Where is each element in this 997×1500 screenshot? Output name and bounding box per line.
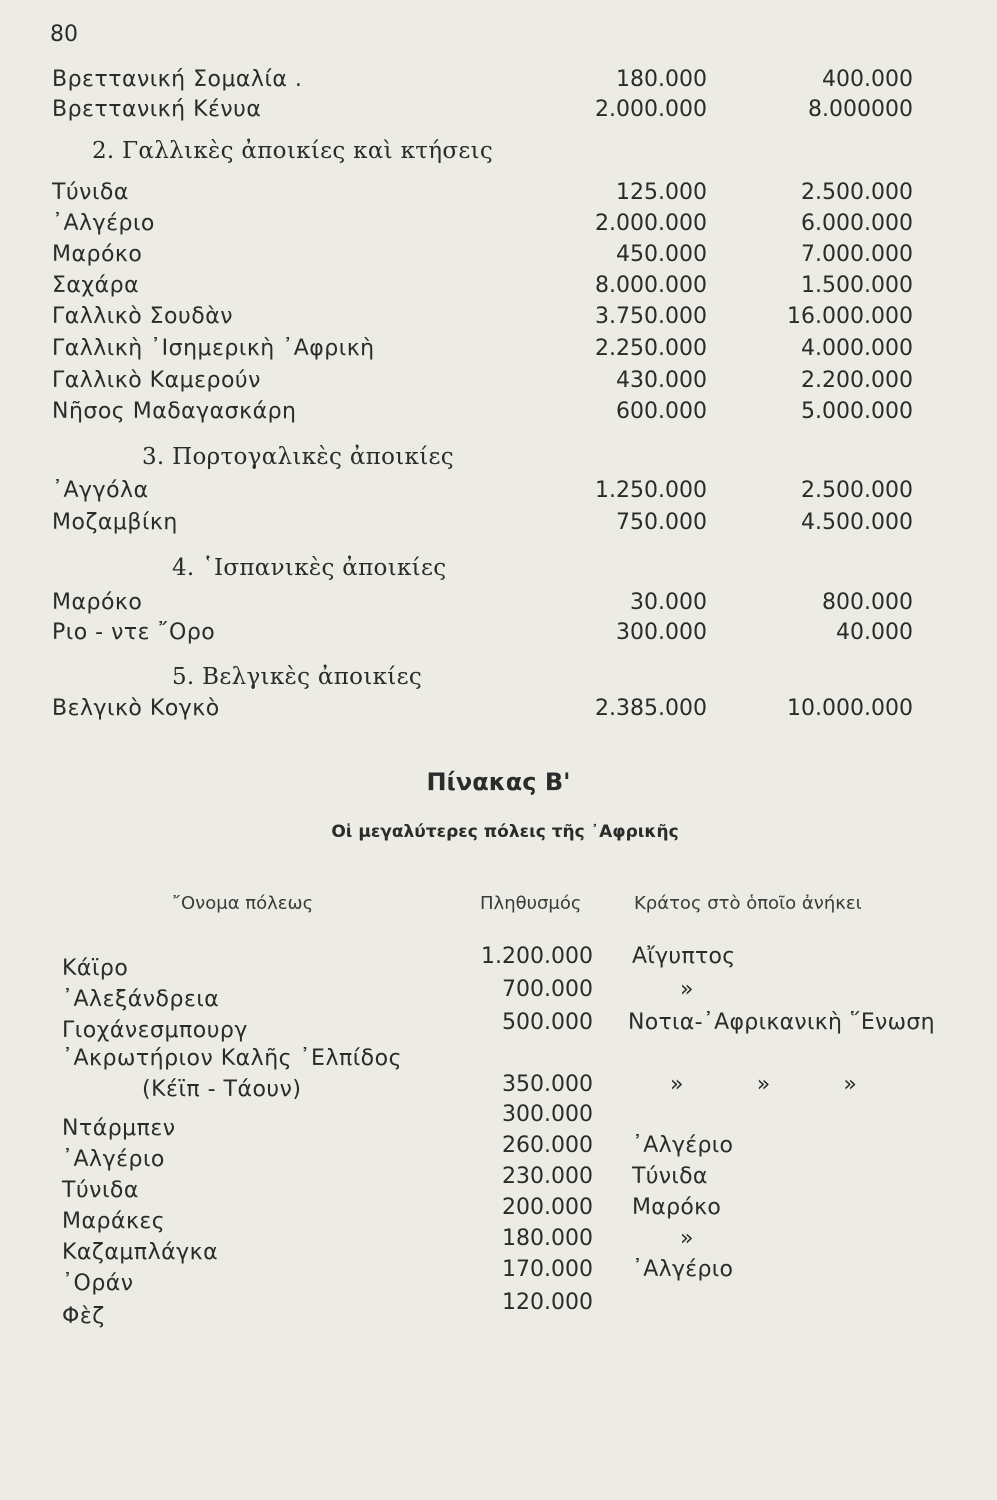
city-name: ᾿Αλεξάνδρεια bbox=[62, 987, 220, 1012]
city-population: 700.000 bbox=[502, 977, 593, 1002]
table-row bbox=[0, 476, 997, 506]
table-row bbox=[0, 302, 997, 332]
city-name: ᾿Οράν bbox=[62, 1271, 134, 1296]
section-heading: 3. Πορτογαλικὲς ἀποικίες bbox=[142, 444, 454, 470]
territory-name: Βρεττανική Κένυα bbox=[52, 97, 262, 122]
city-state: Μαρόκο bbox=[632, 1195, 722, 1220]
column-header-population: Πληθυσμός bbox=[480, 893, 582, 914]
city-state: ᾿Αλγέριο bbox=[632, 1257, 734, 1282]
territory-population: 1.500.000 bbox=[801, 273, 913, 298]
territory-name: Μαρόκο bbox=[52, 590, 143, 615]
city-state: Αἴγυπτος bbox=[632, 944, 736, 969]
city-name: (Κέϊπ - Τάουν) bbox=[142, 1077, 302, 1102]
city-state: » bbox=[680, 977, 694, 1002]
territory-area: 750.000 bbox=[616, 510, 707, 535]
city-state: Τύνιδα bbox=[632, 1164, 708, 1189]
territory-population: 2.500.000 bbox=[801, 478, 913, 503]
territory-population: 2.200.000 bbox=[801, 368, 913, 393]
table-row bbox=[0, 271, 997, 301]
table-row bbox=[0, 1195, 997, 1237]
territory-population: 800.000 bbox=[822, 590, 913, 615]
territory-area: 2.250.000 bbox=[595, 336, 707, 361]
table-row bbox=[0, 95, 997, 125]
territory-area: 30.000 bbox=[630, 590, 707, 615]
territory-name: Μαρόκο bbox=[52, 242, 143, 267]
section-heading: 4. ῾Ισπανικὲς ἀποικίες bbox=[172, 555, 447, 581]
territory-name: Τύνιδα bbox=[52, 180, 129, 205]
table-row bbox=[0, 240, 997, 270]
city-name: Κάϊρο bbox=[62, 956, 129, 981]
city-population: 180.000 bbox=[502, 1226, 593, 1251]
territory-area: 300.000 bbox=[616, 620, 707, 645]
territory-name: Γαλλικὸ Καμερούν bbox=[52, 368, 261, 393]
table-row bbox=[0, 209, 997, 239]
section-heading: 2. Γαλλικὲς ἀποικίες καὶ κτήσεις bbox=[92, 138, 494, 164]
territory-population: 40.000 bbox=[836, 620, 913, 645]
territory-name: ᾿Αλγέριο bbox=[52, 211, 155, 236]
territory-population: 5.000.000 bbox=[801, 399, 913, 424]
territory-name: Μοζαμβίκη bbox=[52, 510, 178, 535]
table-title: Πίνακας Β' bbox=[426, 768, 571, 796]
section-heading: 5. Βελγικὲς ἀποικίες bbox=[172, 664, 423, 690]
column-header-state: Κράτος στὸ ὁποῖο ἀνήκει bbox=[634, 893, 862, 914]
territory-area: 3.750.000 bbox=[595, 304, 707, 329]
territory-area: 600.000 bbox=[616, 399, 707, 424]
table-row bbox=[0, 588, 997, 618]
table-row bbox=[0, 1290, 997, 1332]
page-number: 80 bbox=[50, 22, 78, 47]
table-row bbox=[0, 1226, 997, 1268]
territory-name: Βρεττανική Σομαλία . bbox=[52, 67, 303, 92]
table-row bbox=[0, 1257, 997, 1299]
city-name: ᾿Ακρωτήριον Καλῆς ᾿Ελπίδος bbox=[62, 1046, 402, 1071]
territory-population: 400.000 bbox=[822, 67, 913, 92]
territory-name: Σαχάρα bbox=[52, 273, 140, 298]
territory-name: Γαλλικὸ Σουδὰν bbox=[52, 304, 234, 329]
territory-name: Νῆσος Μαδαγασκάρη bbox=[52, 399, 297, 424]
city-name: Φὲζ bbox=[62, 1304, 105, 1329]
table-row bbox=[0, 1010, 997, 1046]
territory-name: Βελγικὸ Κογκὸ bbox=[52, 696, 220, 721]
territory-area: 1.250.000 bbox=[595, 478, 707, 503]
table-row bbox=[0, 618, 997, 648]
territory-population: 16.000.000 bbox=[787, 304, 913, 329]
territory-area: 2.385.000 bbox=[595, 696, 707, 721]
territory-area: 125.000 bbox=[616, 180, 707, 205]
city-population: 300.000 bbox=[502, 1102, 593, 1127]
table-row bbox=[0, 65, 997, 95]
territory-area: 2.000.000 bbox=[595, 97, 707, 122]
table-row bbox=[0, 397, 997, 427]
city-name: Καζαμπλάγκα bbox=[62, 1240, 219, 1265]
table-row bbox=[0, 694, 997, 724]
city-population: 230.000 bbox=[502, 1164, 593, 1189]
territory-population: 6.000.000 bbox=[801, 211, 913, 236]
territory-population: 10.000.000 bbox=[787, 696, 913, 721]
city-state: » bbox=[680, 1226, 694, 1251]
city-population: 500.000 bbox=[502, 1010, 593, 1035]
territory-population: 2.500.000 bbox=[801, 180, 913, 205]
table-row bbox=[0, 366, 997, 396]
table-row bbox=[0, 1072, 997, 1105]
city-state: Νοτια-᾿Αφρικανικὴ ῞Ενωση bbox=[628, 1010, 935, 1035]
territory-area: 2.000.000 bbox=[595, 211, 707, 236]
city-name: Γιοχάνεσμπουργ bbox=[62, 1018, 248, 1043]
territory-population: 7.000.000 bbox=[801, 242, 913, 267]
city-population: 200.000 bbox=[502, 1195, 593, 1220]
city-state: ᾿Αλγέριο bbox=[632, 1133, 734, 1158]
column-header-city: ῎Ονομα πόλεως bbox=[172, 893, 314, 914]
city-name: Ντάρμπεν bbox=[62, 1116, 176, 1141]
city-state: » » » bbox=[670, 1072, 858, 1097]
table-row bbox=[0, 944, 997, 984]
city-population: 1.200.000 bbox=[481, 944, 593, 969]
city-population: 260.000 bbox=[502, 1133, 593, 1158]
territory-name: ᾿Αγγόλα bbox=[52, 478, 149, 503]
table-row bbox=[0, 334, 997, 364]
territory-name: Ριο - ντε ῎Ορο bbox=[52, 620, 216, 645]
territory-area: 8.000.000 bbox=[595, 273, 707, 298]
table-row bbox=[0, 178, 997, 208]
table-row bbox=[0, 1164, 997, 1206]
territory-population: 8.000000 bbox=[808, 97, 913, 122]
territory-population: 4.500.000 bbox=[801, 510, 913, 535]
territory-population: 4.000.000 bbox=[801, 336, 913, 361]
city-name: ᾿Αλγέριο bbox=[62, 1147, 165, 1172]
city-population: 350.000 bbox=[502, 1072, 593, 1097]
territory-area: 430.000 bbox=[616, 368, 707, 393]
city-population: 120.000 bbox=[502, 1290, 593, 1315]
city-name: Μαράκες bbox=[62, 1209, 166, 1234]
table-row bbox=[0, 508, 997, 538]
table-row bbox=[0, 1133, 997, 1175]
city-name: Τύνιδα bbox=[62, 1178, 139, 1203]
city-population: 170.000 bbox=[502, 1257, 593, 1282]
territory-area: 450.000 bbox=[616, 242, 707, 267]
territory-area: 180.000 bbox=[616, 67, 707, 92]
territory-name: Γαλλικὴ ᾿Ισημερικὴ ᾿Αφρικὴ bbox=[52, 336, 375, 361]
table-row bbox=[0, 1102, 997, 1144]
table-subtitle: Οἱ μεγαλύτερες πόλεις τῆς ᾿Αφρικῆς bbox=[331, 822, 679, 842]
